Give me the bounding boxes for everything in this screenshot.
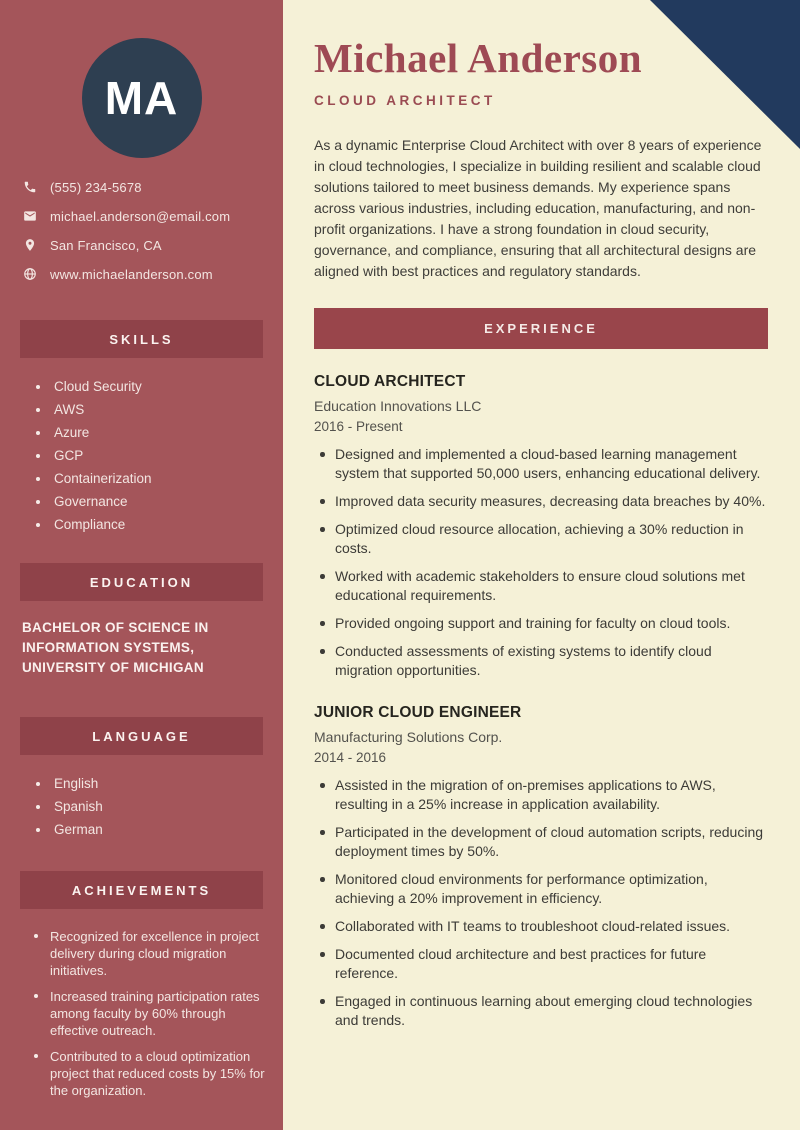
experience-title: EXPERIENCE bbox=[484, 321, 598, 336]
job-bullet: Engaged in continuous learning about emerging cloud technologies and trends. bbox=[314, 992, 768, 1030]
contact-location bbox=[23, 237, 283, 253]
skill-item: Containerization bbox=[36, 472, 283, 486]
education-section-header bbox=[20, 563, 263, 601]
job-bullet: Designed and implemented a cloud-based learning management system that supported 50,000 users, enhancing educational delivery. bbox=[314, 445, 768, 483]
avatar bbox=[82, 38, 202, 158]
phone-icon bbox=[23, 180, 37, 194]
job-role: CLOUD ARCHITECT bbox=[314, 373, 466, 390]
education-title: EDUCATION bbox=[89, 574, 194, 590]
skill-item: AWS bbox=[36, 403, 283, 417]
education-degree: BACHELOR OF SCIENCE IN INFORMATION SYSTEMS, UNIVERSITY OF MICHIGAN bbox=[22, 620, 209, 675]
language-item: German bbox=[36, 823, 283, 837]
achievement-item: Increased training participation rates among faculty by 60% through effective outreach. bbox=[34, 988, 269, 1039]
skill-item: Governance bbox=[36, 495, 283, 509]
job-bullet: Collaborated with IT teams to troubleshoot cloud-related issues. bbox=[314, 917, 768, 936]
location-text: San Francisco, CA bbox=[50, 237, 162, 253]
skills-title: SKILLS bbox=[109, 331, 174, 347]
job-company: Manufacturing Solutions Corp. bbox=[314, 729, 503, 745]
achievements-title: ACHIEVEMENTS bbox=[71, 882, 212, 898]
job-bullet-list bbox=[314, 776, 768, 1030]
job-role: JUNIOR CLOUD ENGINEER bbox=[314, 704, 522, 721]
job-bullet: Monitored cloud environments for performance optimization, achieving a 20% improvement in efficiency. bbox=[314, 870, 768, 908]
job-entry bbox=[314, 704, 768, 1030]
job-bullet: Provided ongoing support and training for faculty on cloud tools. bbox=[314, 614, 768, 633]
email-address: michael.anderson@email.com bbox=[50, 208, 231, 224]
experience-section-header bbox=[314, 308, 768, 349]
language-title: LANGUAGE bbox=[92, 728, 191, 744]
skills-section-header bbox=[20, 320, 263, 358]
achievement-item: Contributed to a cloud optimization project that reduced costs by 15% for the organization. bbox=[34, 1048, 269, 1099]
job-bullet: Improved data security measures, decreasing data breaches by 40%. bbox=[314, 492, 768, 511]
avatar-initials: MA bbox=[104, 72, 179, 124]
person-job-title: CLOUD ARCHITECT bbox=[314, 93, 496, 108]
achievement-item: Recognized for excellence in project delivery during cloud migration initiatives. bbox=[34, 928, 269, 979]
skill-item: Azure bbox=[36, 426, 283, 440]
main-content bbox=[283, 0, 800, 1130]
job-bullet: Assisted in the migration of on-premises applications to AWS, resulting in a 25% increase in application availability. bbox=[314, 776, 768, 814]
email-icon bbox=[23, 209, 37, 223]
job-company: Education Innovations LLC bbox=[314, 398, 482, 414]
profile-summary: As a dynamic Enterprise Cloud Architect with over 8 years of experience in cloud technologies, I specialize in building resilient and scalable cloud solutions tailored to meet business demands. My experience spans across various industries, including education, manufacturing, and non-profit organizations. I have a strong foundation in cloud security, governance, and compliance, ensuring that all architectural designs are aligned with best practices and regulatory standards. bbox=[314, 137, 762, 279]
skills-list bbox=[36, 380, 283, 532]
sidebar bbox=[0, 0, 283, 1130]
achievements-section-header bbox=[20, 871, 263, 909]
job-bullet-list bbox=[314, 445, 768, 680]
job-bullet: Optimized cloud resource allocation, achieving a 30% reduction in costs. bbox=[314, 520, 768, 558]
person-name: Michael Anderson bbox=[314, 35, 643, 81]
language-section-header bbox=[20, 717, 263, 755]
language-item: English bbox=[36, 777, 283, 791]
phone-number: (555) 234-5678 bbox=[50, 179, 142, 195]
job-bullet: Conducted assessments of existing systems to identify cloud migration opportunities. bbox=[314, 642, 768, 680]
job-bullet: Worked with academic stakeholders to ensure cloud solutions met educational requirements. bbox=[314, 567, 768, 605]
contact-phone bbox=[23, 179, 283, 195]
contact-email bbox=[23, 208, 283, 224]
contact-section bbox=[23, 179, 283, 282]
contact-website bbox=[23, 266, 283, 282]
language-item: Spanish bbox=[36, 800, 283, 814]
job-bullet: Participated in the development of cloud automation scripts, reducing deployment times by 50%. bbox=[314, 823, 768, 861]
job-bullet: Documented cloud architecture and best practices for future reference. bbox=[314, 945, 768, 983]
language-list bbox=[36, 777, 283, 837]
job-dates: 2016 - Present bbox=[314, 419, 403, 434]
location-icon bbox=[23, 238, 37, 252]
skill-item: GCP bbox=[36, 449, 283, 463]
website-url: www.michaelanderson.com bbox=[50, 266, 213, 282]
achievements-list bbox=[34, 928, 269, 1099]
job-dates: 2014 - 2016 bbox=[314, 750, 387, 765]
globe-icon bbox=[23, 267, 37, 281]
skill-item: Cloud Security bbox=[36, 380, 283, 394]
skill-item: Compliance bbox=[36, 518, 283, 532]
job-entry bbox=[314, 373, 768, 680]
